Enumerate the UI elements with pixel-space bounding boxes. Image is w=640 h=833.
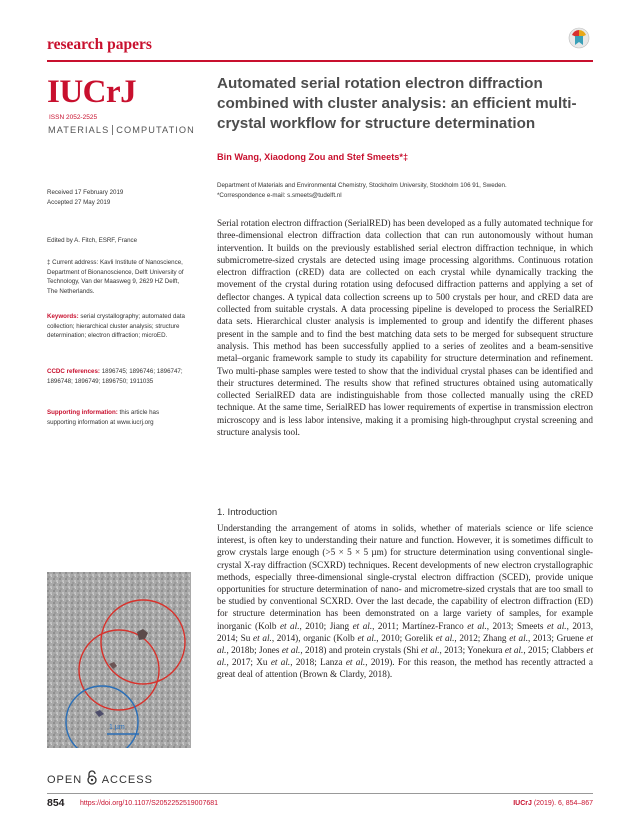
abstract: Serial rotation electron diffraction (SerialRED) has been developed as a fully automated technique for three-dimensional electron diffraction data collection that can run autonomously without human intervention. It builds on the previously established serial electron diffraction technique, in which submicrometre-sized crystals are detected using image processing algorithms. Continuous rotation electron diffraction (cRED) data are collected on each crystal while dynamically tracking the movement of the crystal during rotation using defocused diffraction patterns and applying a set of deflector changes. A typical data collection screens up to 500 crystals per hour, and cRED data are collected from suitable crystals. A data processing pipeline is developed to process the SerialRED data sets. Hierarchical cluster analysis is implemented to group and identify the different phases present in the sample and to find the best matching data sets to be merged for subsequent structure analysis. This method has been successfully applied to a series of zeolites and a beam-sensitive metal–organic framework sample to study its capability for structure determination and refinement. Two multi-phase samples were tested to show that the individual crystal phases can be identified and their structures determined. The results show that refined structures obtained using automatically collected SerialRED data are indistinguishable from those collected manually using the cRED technique. At the same time, SerialRED has lower requirements of expertise in transmission electron microscopy and is less labor intensive, making it a promising high-throughput crystal screening and structure analysis tool.	[217, 218, 593, 438]
journal-citation	[513, 800, 593, 807]
journal-subtitle	[48, 125, 195, 135]
affiliation-address: Department of Materials and Environmental Chemistry, Stockholm University, Stockholm 106 91, Sweden.	[217, 182, 507, 189]
open-access-right: ACCESS	[101, 774, 153, 786]
keywords-label: Keywords:	[47, 313, 79, 320]
open-lock-icon	[86, 770, 98, 785]
section-label: research papers	[47, 36, 152, 53]
section-heading-introduction: 1. Introduction	[217, 507, 278, 518]
introduction-paragraph: Understanding the arrangement of atoms in solids, whether of materials science or life science interest, is often key to understanding their nature and function. However, it is sometimes difficult to grow crystals large enough (>5 × 5 × 5 µm) for structure determination using conventional single-crystal X-ray diffraction (SCXRD) techniques. Recent developments of new electron crystallographic methods, especially three-dimensional single-crystal electron diffraction (SCED), provide unique opportunities for structure determination of nano- and micrometre-sized crystals that are too small to be studied by conventional SCXRD. Over the last decade, the capability of electron diffraction (ED) for structure determination has been demonstrated on a large variety of samples, for example inorganic (Kolb et al., 2010; Jiang et al., 2011; Martínez-Franco et al., 2013; Smeets et al., 2013, 2014; Su et al., 2014), organic (Kolb et al., 2010; Gorelik et al., 2012; Zhang et al., 2013; Gruene et al., 2018b; Jones et al., 2018) and protein crystals (Shi et al., 2013; Yonekura et al., 2015; Clabbers et al., 2017; Xu et al., 2018; Lanza et al., 2019). For this reason, the method has recently attracted a great deal of attention (Brown & Clardy, 2018).	[217, 523, 594, 680]
doi-link[interactable]: https://doi.org/10.1107/S2052252519007681	[80, 800, 219, 807]
journal-logo: IUCrJ	[47, 74, 137, 110]
open-access-left: OPEN	[47, 774, 83, 786]
article-title: Automated serial rotation electron diffraction combined with cluster analysis: an efficient multi-crystal workflow for structure determination	[217, 75, 577, 132]
footer-rule	[47, 793, 593, 794]
page-number: 854	[47, 797, 65, 809]
subtitle-computation: COMPUTATION	[116, 125, 195, 135]
citation-journal: IUCrJ	[513, 800, 532, 807]
correspondence-email[interactable]: *Correspondence e-mail: s.smeets@tudelft.nl	[217, 192, 342, 199]
received-date: Received 17 February 2019	[47, 189, 124, 196]
ccdc-references	[47, 367, 187, 386]
crystal-micrograph-image	[47, 572, 191, 748]
crossmark-icon[interactable]	[568, 27, 590, 49]
current-address: ‡ Current address: Kavli Institute of Nanoscience, Department of Bionanoscience, Delft University of Technology, Van der Maasweg 9, 2629 HZ Delft, The Netherlands.	[47, 259, 184, 295]
keywords-text: serial crystallography; automated data collection; hierarchical cluster analysis; structure determination; electron diffraction; microED.	[47, 313, 185, 340]
supporting-label: Supporting information:	[47, 409, 118, 416]
ccdc-label: CCDC references:	[47, 368, 100, 375]
article-dates	[47, 188, 187, 207]
supporting-information	[47, 408, 187, 427]
header-rule	[47, 60, 593, 62]
editor-note: Edited by A. Fitch, ESRF, France	[47, 237, 138, 244]
citation-details: (2019). 6, 854–867	[533, 800, 593, 807]
author-list: Bin Wang, Xiaodong Zou and Stef Smeets*‡	[217, 152, 409, 162]
ccdc-numbers[interactable]: 1896745; 1896746; 1896747; 1896748; 1896749; 1896750; 1911035	[47, 368, 183, 385]
open-access-badge	[47, 770, 153, 786]
accepted-date: Accepted 27 May 2019	[47, 198, 111, 206]
subtitle-materials: MATERIALS	[48, 125, 110, 135]
issn: ISSN 2052-2525	[49, 114, 98, 121]
scale-bar-label: 1 µm	[109, 724, 125, 731]
subtitle-divider	[112, 125, 113, 135]
keywords	[47, 312, 187, 341]
affiliation	[217, 181, 593, 201]
supporting-text[interactable]: this article has supporting information at www.iucrj.org	[47, 409, 160, 426]
